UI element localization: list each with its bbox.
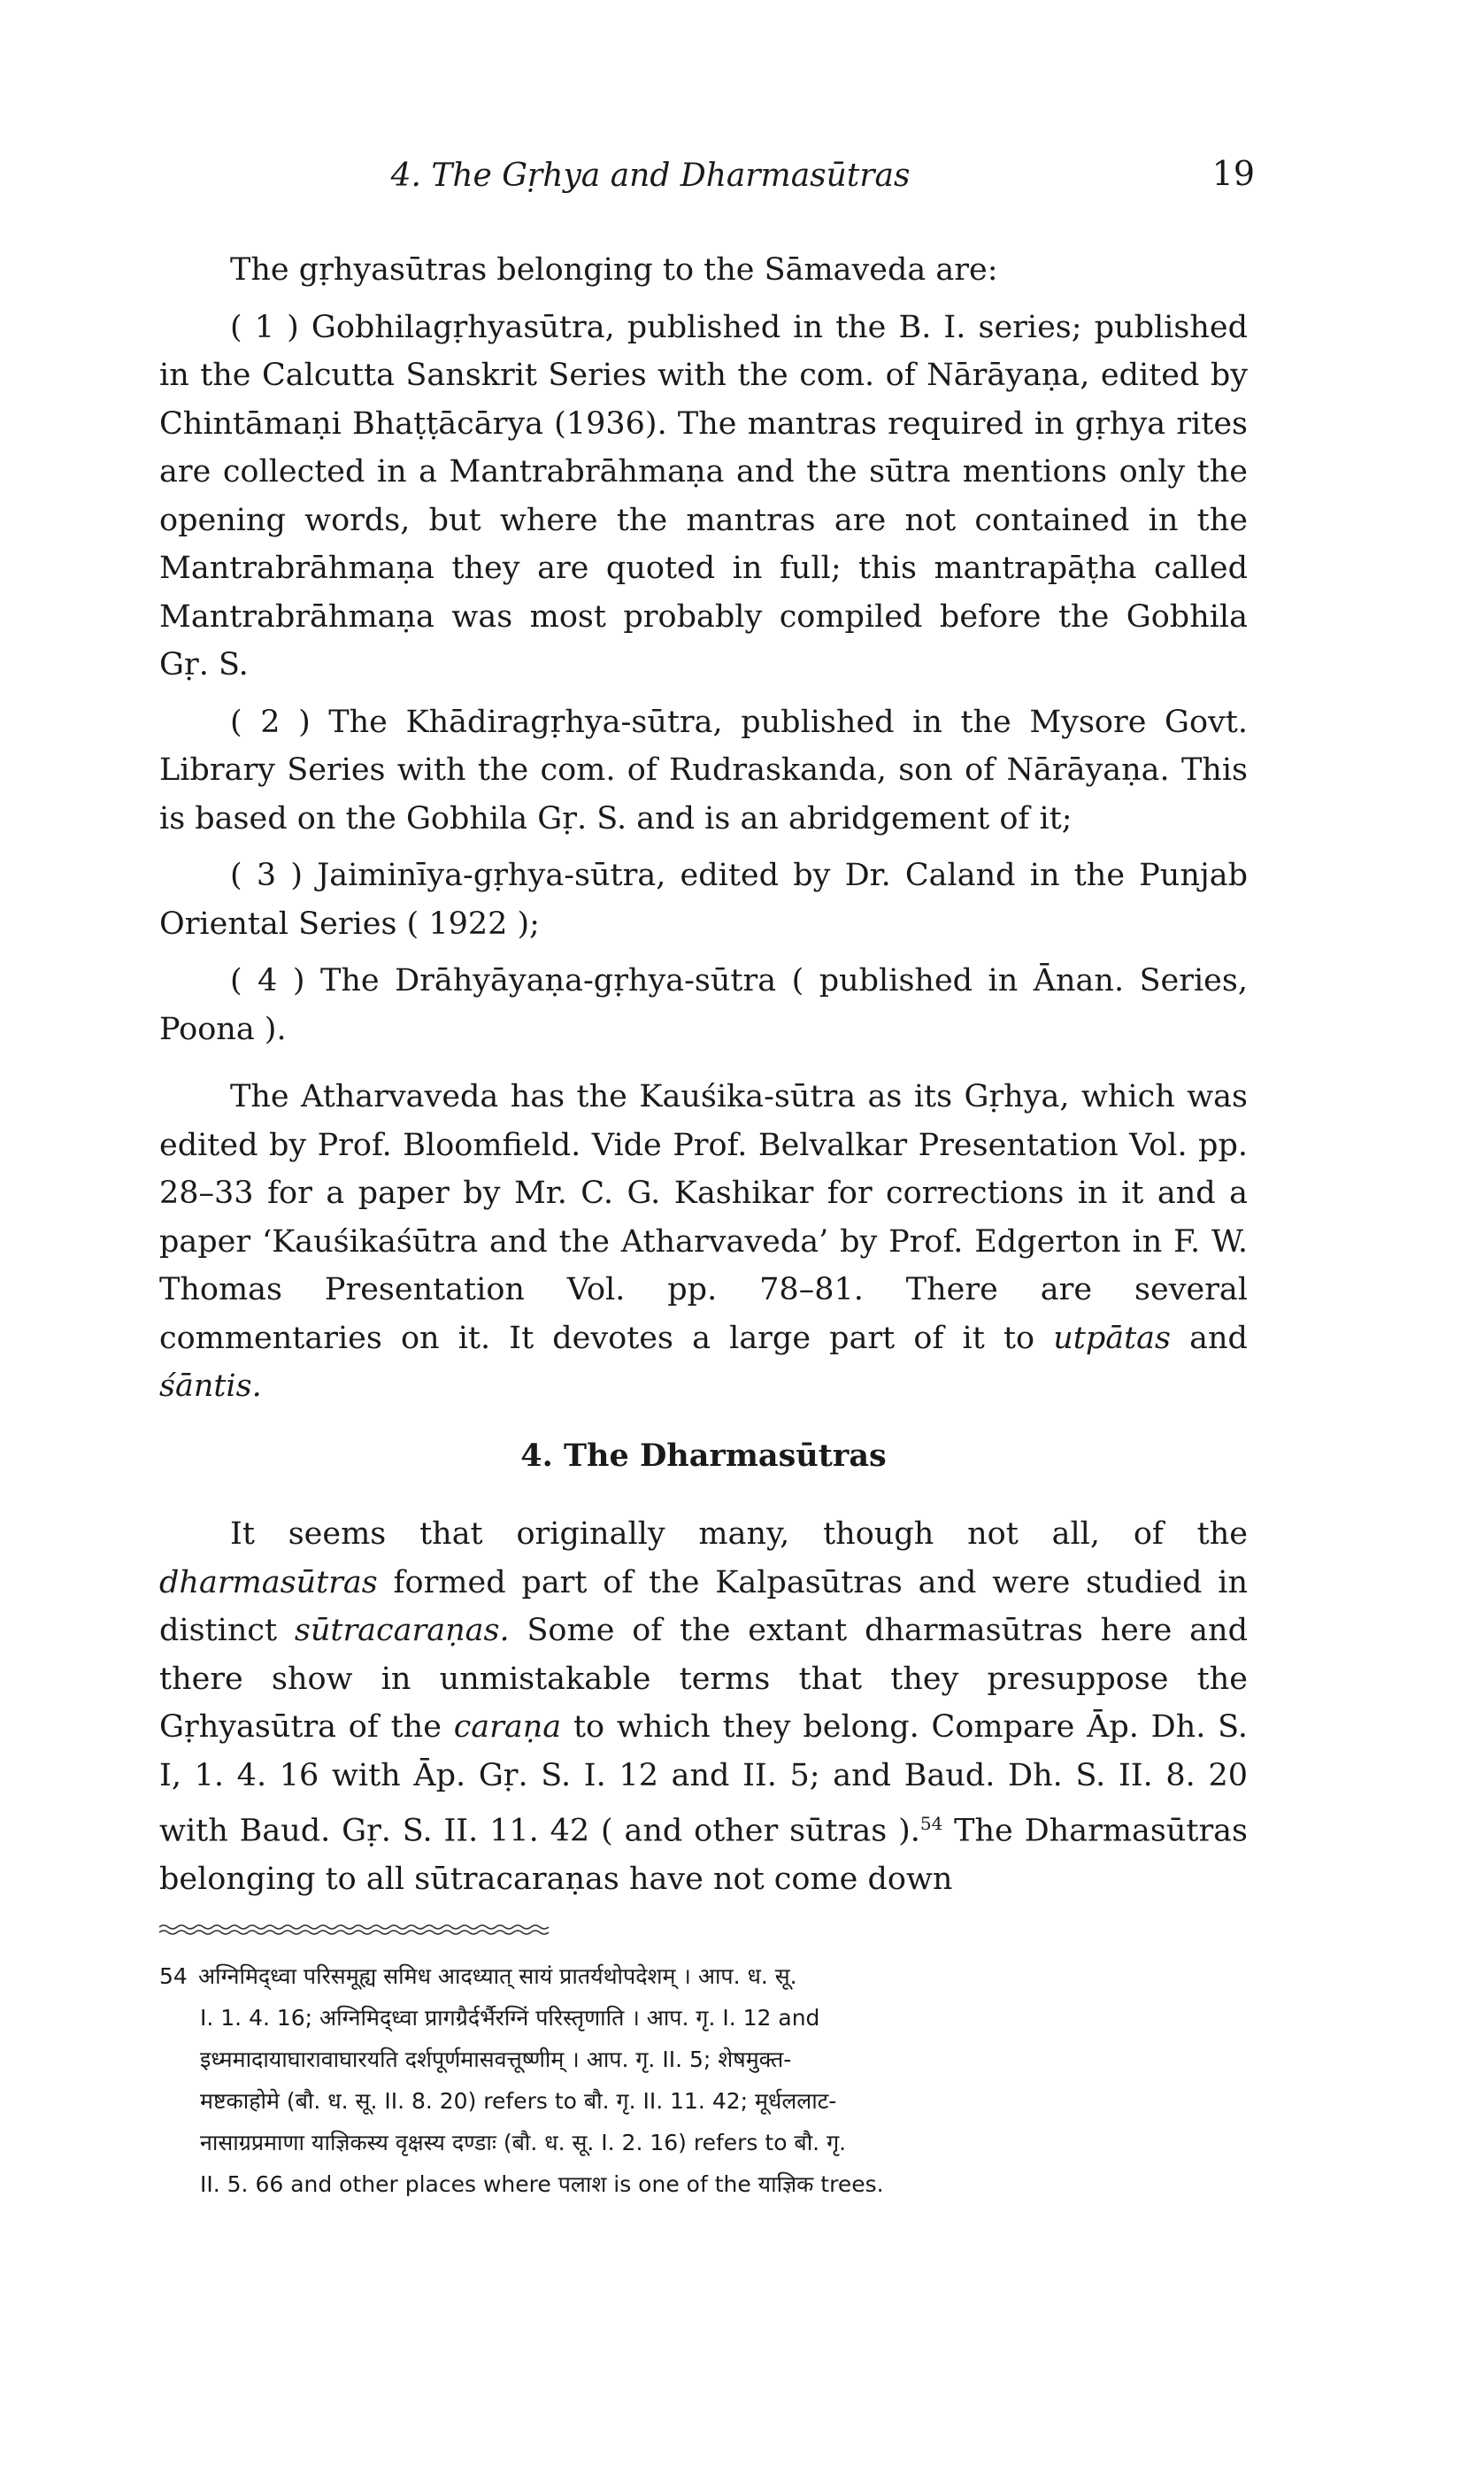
list-item-jaiminiya: ( 3 ) Jaiminīya-gṛhya-sūtra, edited by Dr. Caland in the Punjab Oriental Series ( 1922 ); [159, 858, 1248, 942]
dharma-text-b: formed part of the Kalpasūtras and were studied in distinct [159, 1564, 1248, 1648]
atharva-text-b: and [1189, 1320, 1248, 1356]
book-page [159, 150, 1255, 2205]
dharma-text-c: Some of the extant dharmasūtras here and there show in unmistakable terms that they presuppose the Gṛhyasūtra of the [159, 1613, 1248, 1745]
main-text [159, 246, 1248, 1904]
footnote-marker[interactable]: 54 [919, 1813, 943, 1834]
footnote-rule [159, 1923, 549, 1936]
footnote-line: मष्टकाहोमे (बौ. ध. सू. II. 8. 20) refers to बौ. गृ. II. 11. 42; मूर्धललाट- [200, 2087, 837, 2114]
footnote-line-text: अग्निमिद्ध्वा परिसमूह्य समिध आदध्यात् सायं प्रातर्यथोपदेशम् । आप. ध. सू. [198, 1962, 797, 1989]
section-heading: 4. The Dharmasūtras [520, 1437, 887, 1474]
footnote-line [159, 1955, 1248, 1997]
running-head [159, 150, 1255, 204]
atharva-italic-utpatas: utpātas [1053, 1320, 1171, 1356]
dharma-italic-carana: caraṇa [453, 1709, 562, 1745]
atharva-italic-santis: śāntis. [159, 1368, 262, 1404]
atharva-text-a: The Atharvaveda has the Kauśika-sūtra as its Gṛhya, which was edited by Prof. Bloomfield. Vide Prof. Belvalkar Presentation Vol. pp. 28–33 for a paper by Mr. C. G. Kashikar for corrections in it and a paper ‘Kauśikaśūtra and the Atharvaveda’ by Prof. Edgerton in F. W. Thomas Presentation Vol. pp. 78–81. There are several commentaries on it. It devotes a large part of it to [159, 1079, 1248, 1356]
dharma-italic-sutracaranas: sūtracaraṇas. [294, 1613, 510, 1648]
running-head-title: 4. The Gṛhya and Dharmasūtras [390, 158, 911, 194]
footnote-line: II. 5. 66 and other places where पलाश is one of the याज्ञिक trees. [200, 2170, 884, 2197]
footnote-line: I. 1. 4. 16; अग्निमिद्ध्वा प्रागग्रैर्दर्भैरग्निं परिस्तृणाति । आप. गृ. I. 12 and [200, 2004, 820, 2031]
intro-paragraph: The gṛhyasūtras belonging to the Sāmaveda are: [230, 252, 998, 288]
footnote-number: 54 [159, 1962, 188, 1989]
footnote-line: नासाग्रप्रमाणा याज्ञिकस्य वृक्षस्य दण्डाः (बौ. ध. सू. I. 2. 16) refers to बौ. गृ. [200, 2129, 847, 2155]
dharmasutras-paragraph [159, 1510, 1248, 1904]
dharma-text-e: The Dharmasūtras belonging to all sūtracaraṇas have not come down [159, 1813, 1248, 1898]
dharma-text-d: to which they belong. Compare Āp. Dh. S. I, 1. 4. 16 with Āp. Gṛ. S. I. 12 and II. 5; and Baud. Dh. S. II. 8. 20 with Baud. Gṛ. S. II. 11. 42 ( and other sūtras ). [159, 1709, 1248, 1849]
dharma-text-a: It seems that originally many, though not all, of the [230, 1516, 1248, 1552]
list-item-gobhila: ( 1 ) Gobhilagṛhyasūtra, published in the B. I. series; published in the Calcutta Sanskrit Series with the com. of Nārāyaṇa, edited by Chintāmaṇi Bhaṭṭācārya (1936). The mantras required in gṛhya rites are collected in a Mantrabrāhmaṇa and the sūtra mentions only the opening words, but where the mantras are not contained in the Mantrabrāhmaṇa they are quoted in full; this mantrapāṭha called Mantrabrāhmaṇa was most probably compiled before the Gobhila Gṛ. S. [159, 309, 1248, 682]
list-item-khadira: ( 2 ) The Khādiragṛhya-sūtra, published in the Mysore Govt. Library Series with the com. of Rudraskanda, son of Nārāyaṇa. This is based on the Gobhila Gṛ. S. and is an abridgement of it; [159, 704, 1248, 836]
list-item-drahyayana: ( 4 ) The Drāhyāyaṇa-gṛhya-sūtra ( published in Ānan. Series, Poona ). [159, 963, 1248, 1047]
footnote-54 [159, 1955, 1248, 2205]
footnote-line: इध्ममादायाघारावाघारयति दर्शपूर्णमासवत्तूष्णीम् । आप. गृ. II. 5; शेषमुक्त- [200, 2046, 792, 2072]
atharvaveda-paragraph [159, 1073, 1248, 1411]
page-number: 19 [1211, 154, 1255, 193]
dharma-italic-dharmasutras: dharmasūtras [159, 1564, 378, 1600]
